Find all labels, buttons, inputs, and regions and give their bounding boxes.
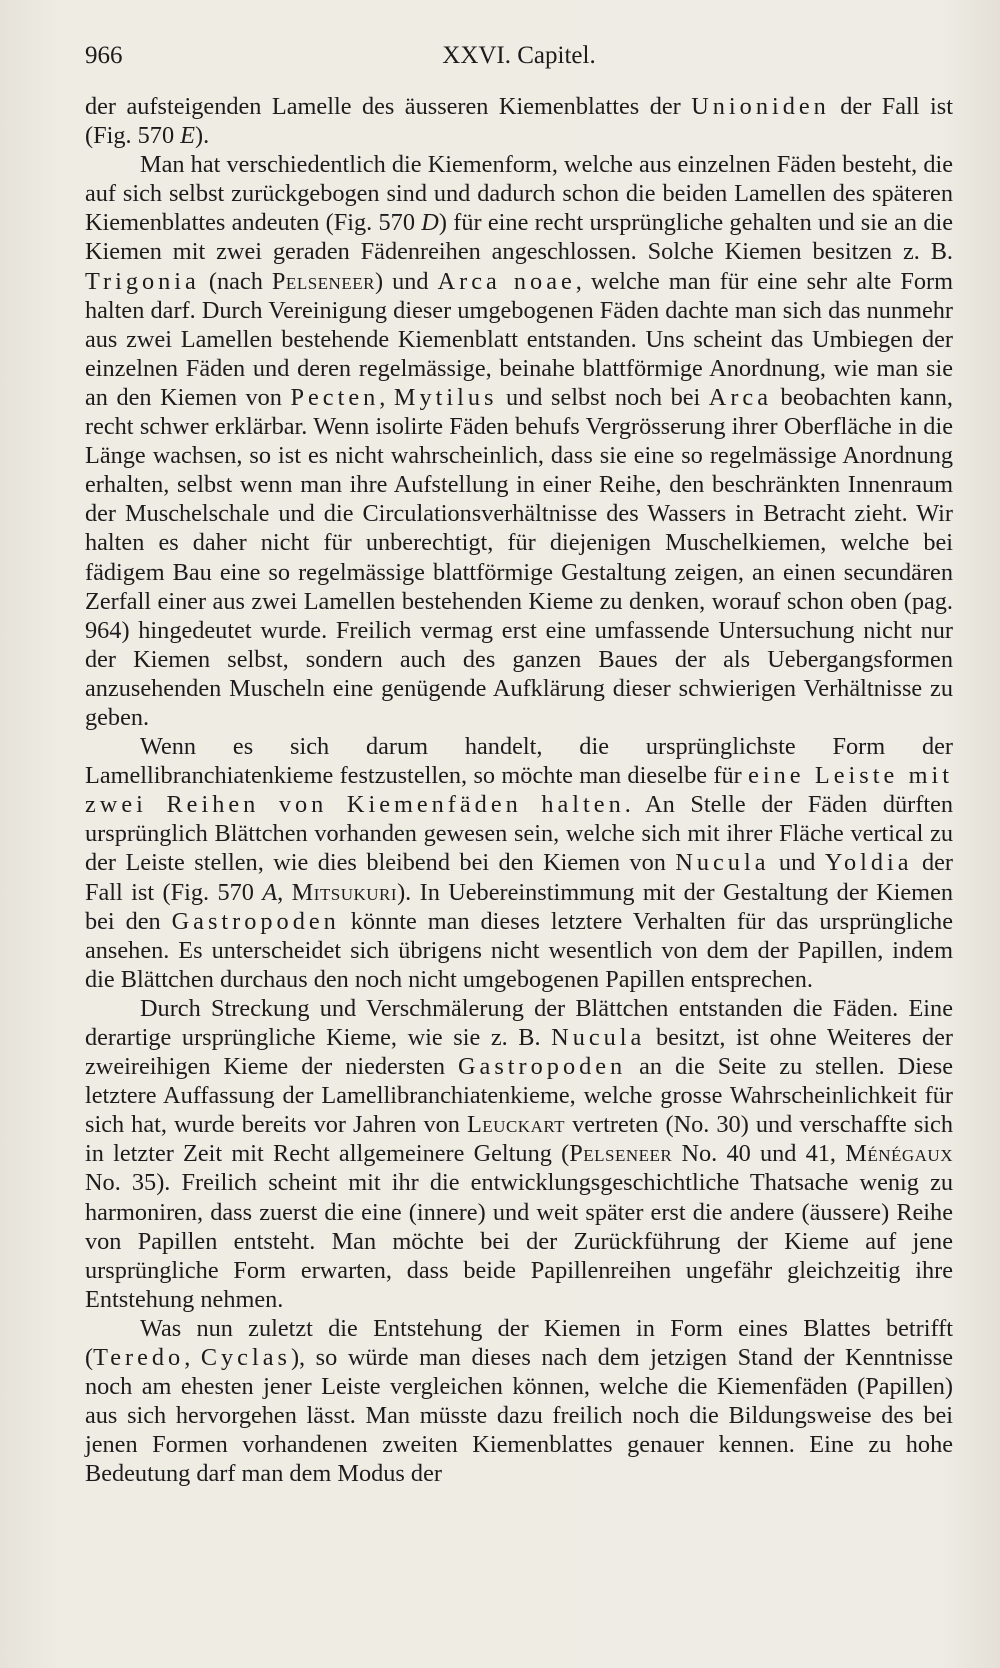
spaced-term: Nucula bbox=[675, 849, 770, 877]
text: , welche man für eine sehr alte Form halten darf. Durch Vereinigung dieser umgebogenen Fäden dachte man sich das nunmehr aus zwei Lamellen bestehende Kiemenblatt entstanden. Uns scheint das Umbiegen der einzelnen Fäden und deren regelmässige, beinahe blattförmige Anordnung, wie man sie an den Kiemen von bbox=[85, 267, 953, 411]
text: ). In Uebereinstimmung mit der Gestaltung der Kiemen bei den bbox=[85, 878, 954, 935]
text: , bbox=[277, 878, 292, 906]
text: beobachten kann, recht schwer erklärbar. Wenn isolirte Fäden behufs Vergrösserung ihrer Oberfläche in die Länge wachsen, so ist es nicht wahrscheinlich, dass sie eine so regelmässige Anordnung erhalten, selbst wenn man ihre Aufstellung in einer Reihe, den beschränkten Innenraum der Muschelschale und die Circulationsverhältnisse des Wassers in Betracht zieht. Wir halten es daher nicht für unberechtigt, für diejenigen Muschelkiemen, welche bei fädigem Bau eine so regelmässige blattförmige Gestaltung zeigen, an einen secundären Zerfall einer aus zwei Lamellen bestehenden Kieme zu denken, worauf schon oben (pag. 964) hingedeutet wurde. Freilich vermag erst eine umfassende Untersuchung nicht nur der Kiemen selbst, sondern auch des ganzen Baues der als Uebergangsformen anzusehenden Muscheln eine genügende Aufklärung dieser schwierigen Verhältnisse zu geben. bbox=[85, 383, 953, 731]
text: ) und bbox=[374, 267, 438, 295]
page-header bbox=[85, 42, 953, 82]
page-number: 966 bbox=[85, 42, 123, 69]
text: , bbox=[184, 1344, 201, 1372]
spaced-term: Pecten bbox=[290, 383, 380, 411]
spaced-term: Arca bbox=[708, 383, 773, 411]
author-name: Pelseneer bbox=[271, 267, 375, 295]
text: Was nun zuletzt die Entstehung der Kiemen in Form eines Blattes betrifft ( bbox=[85, 1314, 953, 1372]
figure-letter: E bbox=[180, 122, 196, 150]
spaced-term: Gastropoden bbox=[458, 1053, 627, 1081]
text: , bbox=[379, 383, 394, 411]
spaced-term: Trigonia bbox=[85, 267, 200, 295]
figure-letter: A bbox=[262, 878, 278, 906]
text: Durch Streckung und Verschmälerung der Blättchen entstanden die Fäden. Eine derartige ursprüngliche Kieme, wie sie z. B. bbox=[85, 994, 953, 1051]
paragraph-4 bbox=[85, 994, 953, 1314]
author-name: Mitsukuri bbox=[291, 878, 398, 906]
text: der Fall ist (Fig. 570 bbox=[85, 849, 953, 906]
text: Man hat verschiedentlich die Kiemenform, welche aus einzelnen Fäden besteht, die auf sich selbst zurückgebogen sind und dadurch schon die beiden Lamellen des späteren Kiemenblattes andeuten (Fig. 570 bbox=[85, 151, 953, 237]
text: ). bbox=[195, 122, 210, 150]
text: und bbox=[769, 849, 825, 877]
text: vertreten (No. 30) und verschaffte sich in letzter Zeit mit Recht allgemeinere Geltung ( bbox=[85, 1111, 953, 1168]
text: No. 40 und 41, bbox=[672, 1140, 846, 1168]
text: und selbst noch bei bbox=[497, 383, 709, 411]
spaced-term: Gastropoden bbox=[171, 907, 340, 935]
author-name: Leuckart bbox=[466, 1111, 566, 1139]
text: der Fall ist (Fig. 570 bbox=[85, 93, 953, 150]
spaced-term: Yoldia bbox=[824, 849, 913, 877]
spaced-term: Nucula bbox=[551, 1024, 646, 1051]
text: . An Stelle der Fäden dürften ursprünglich Blättchen vorhanden gewesen sein, welche sich mit ihrer Fläche vertical zu der Leiste stellen, wie dies bleibend bei den Kiemen von bbox=[85, 791, 953, 877]
text: No. 35). Freilich scheint mit ihr die entwicklungsgeschichtliche Thatsache wenig zu harmoniren, dass zuerst die eine (innere) und weit später erst die andere (äussere) Reihe von Papillen entsteht. Man möchte bei der Zurückführung der Kieme auf jene ursprüngliche Form erwarten, dass beide Papillenreihen ungefähr gleichzeitig ihre Entstehung nehmen. bbox=[85, 1169, 953, 1313]
text: ) für eine recht ursprüngliche gehalten und sie an die Kiemen mit zwei geraden Fädenreihen angeschlossen. Solche Kiemen besitzen z. B. bbox=[85, 209, 954, 266]
text: an die Seite zu stellen. Diese letztere Auffassung der Lamellibranchiatenkieme, welche grosse Wahrscheinlichkeit für sich hat, wurde bereits vor Jahren von bbox=[85, 1053, 953, 1139]
body-text bbox=[85, 92, 953, 1489]
running-title: XXVI. Capitel. bbox=[442, 42, 596, 69]
text: Wenn es sich darum handelt, die ursprünglichste Form der Lamellibranchiatenkieme festzustellen, so möchte man dieselbe für bbox=[85, 733, 953, 790]
spaced-term: Unioniden bbox=[691, 93, 830, 120]
paragraph-5 bbox=[85, 1314, 953, 1489]
spaced-term: eine Leiste mit zwei Reihen von Kiemenfäden halten bbox=[85, 762, 953, 819]
author-name: Ménégaux bbox=[845, 1140, 953, 1168]
paragraph-1 bbox=[85, 92, 953, 150]
spaced-term: Cyclas bbox=[200, 1344, 291, 1372]
text: besitzt, ist ohne Weiteres der zweireihigen Kieme der niedersten bbox=[85, 1024, 953, 1081]
spaced-term: Teredo bbox=[93, 1344, 185, 1372]
paragraph-3 bbox=[85, 732, 953, 994]
text: ), so würde man dieses nach dem jetzigen Stand der Kenntnisse noch am ehesten jener Leiste vergleichen können, welche die Kiemenfäden (Papillen) aus sich hervorgehen lässt. Man müsste dazu freilich noch die Bildungsweise des bei jenen Formen vorhandenen zweiten Kiemenblattes genauer kennen. Eine zu hohe Bedeutung darf man dem Modus der bbox=[85, 1344, 953, 1488]
paragraph-2 bbox=[85, 150, 953, 732]
text: der aufsteigenden Lamelle des äusseren Kiemenblattes der bbox=[85, 93, 692, 120]
text: (nach bbox=[199, 267, 272, 295]
author-name: Pelseneer bbox=[569, 1140, 673, 1168]
spaced-term: Mytilus bbox=[393, 383, 498, 411]
text: könnte man dieses letztere Verhalten für das ursprüngliche ansehen. Es unterscheidet sich übrigens nicht wesentlich von dem der Papillen, indem die Blättchen durchaus den noch nicht umgebogenen Papillen entsprechen. bbox=[85, 907, 953, 993]
figure-letter: D bbox=[421, 209, 439, 237]
spaced-term: Arca noae bbox=[437, 267, 576, 295]
